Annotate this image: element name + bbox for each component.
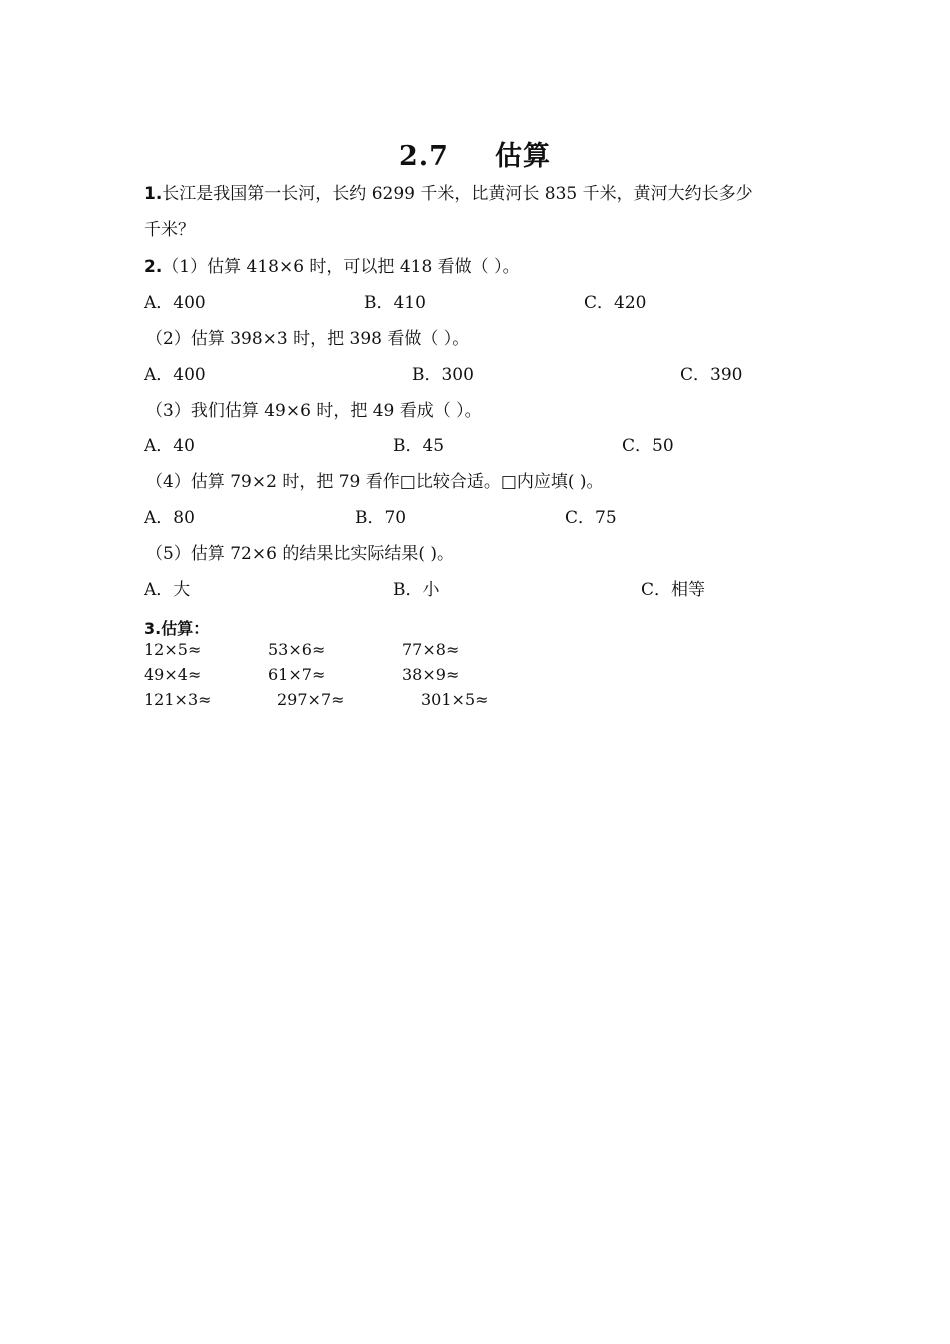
estimate-item: 38×9≈ <box>402 665 460 684</box>
question-1-line-2 <box>144 218 195 242</box>
part-4-option-c: C．75 <box>565 508 617 528</box>
part-4-option-a: A．80 <box>144 508 195 528</box>
part-2-option-c: C．390 <box>680 365 743 385</box>
part-3-option-c: C．50 <box>622 436 674 456</box>
part-4-option-b: B．70 <box>355 508 407 528</box>
part-5-option-b: B．小 <box>393 580 440 600</box>
estimate-item: 121×3≈ <box>144 690 212 709</box>
question-1-text-cont: 千米？ <box>144 220 195 240</box>
estimate-item: 12×5≈ <box>144 640 202 659</box>
section-number: 2.7 <box>399 141 449 172</box>
section-title: 估算 <box>494 141 551 172</box>
part-3-option-b: B．45 <box>393 436 445 456</box>
part-2-option-a: A．400 <box>144 365 206 385</box>
part-5-option-a: A．大 <box>144 580 191 600</box>
question-2-part-3-stem: （3）我们估算 49×6 时，把 49 看成（ ）。 <box>146 401 482 421</box>
question-3-heading: 3.估算： <box>144 619 210 638</box>
question-1-text: 长江是我国第一长河，长约 6299 千米，比黄河长 835 千米，黄河大约长多少 <box>162 184 753 204</box>
estimate-item: 301×5≈ <box>421 690 489 709</box>
part-1-option-c: C．420 <box>584 293 647 313</box>
question-1-line-1 <box>144 182 753 206</box>
estimate-item: 297×7≈ <box>277 690 345 709</box>
estimate-item: 77×8≈ <box>402 640 460 659</box>
question-2-part-5-stem: （5）估算 72×6 的结果比实际结果( )。 <box>146 544 454 564</box>
part-1-option-b: B．410 <box>364 293 426 313</box>
part-5-option-c: C．相等 <box>641 580 706 600</box>
part-3-option-a: A．40 <box>144 436 195 456</box>
page-title <box>0 134 950 173</box>
estimate-item: 49×4≈ <box>144 665 202 684</box>
part-1-stem-text: （1）估算 418×6 时，可以把 418 看做（ ）。 <box>162 257 520 277</box>
estimate-item: 61×7≈ <box>268 665 326 684</box>
part-2-option-b: B．300 <box>412 365 474 385</box>
question-2-part-2-stem: （2）估算 398×3 时，把 398 看做（ ）。 <box>146 329 470 349</box>
question-2-number: 2. <box>144 257 163 277</box>
question-1-number: 1. <box>144 184 163 204</box>
estimate-item: 53×6≈ <box>268 640 326 659</box>
part-1-option-a: A．400 <box>144 293 206 313</box>
question-2-part-1-stem <box>144 255 520 279</box>
question-2-part-4-stem: （4）估算 79×2 时，把 79 看作□比较合适。□内应填( )。 <box>146 472 604 492</box>
